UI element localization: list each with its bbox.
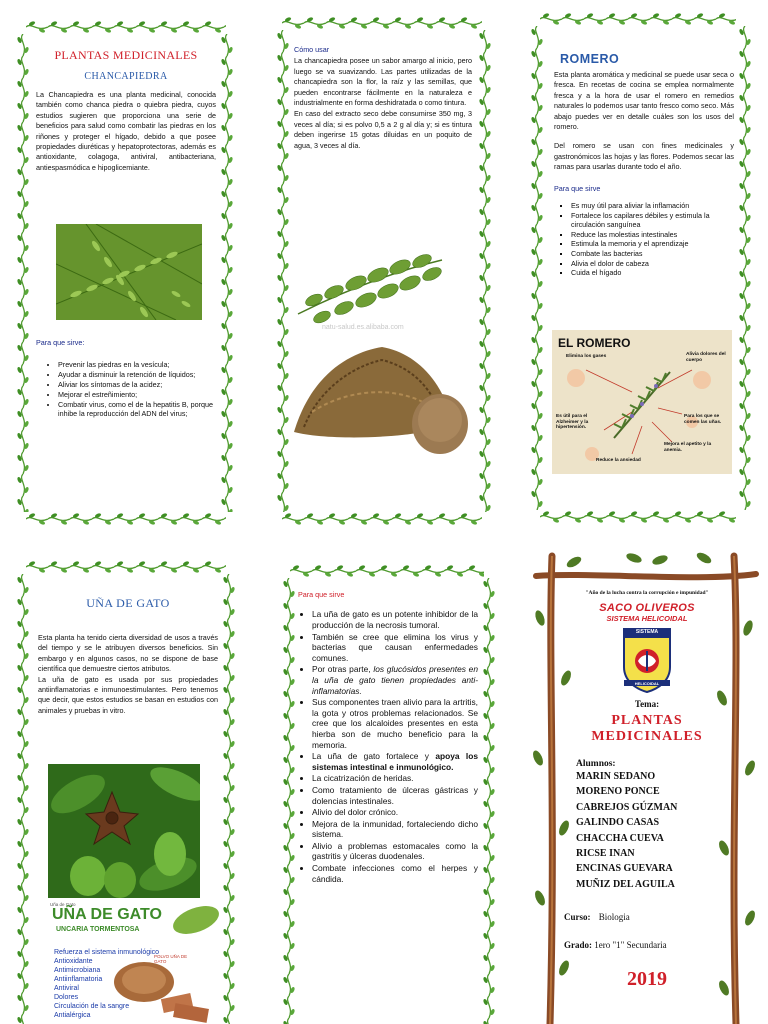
student-name: RICSE INAN (576, 848, 635, 860)
student-name: MARIN SEDANO (576, 771, 656, 782)
list-item: • Combate infecciones como el herpes y cándida. (312, 863, 478, 884)
vine-border-right (222, 574, 236, 1024)
cover-title-line1: PLANTAS (611, 713, 683, 728)
infographic-label: Mejora el apetito y la anemia. (664, 442, 712, 453)
list-item: • Prevenir las piedras en la vesícula; (58, 360, 214, 370)
list-item: • Ayudar a disminuir la retención de líquidos; (58, 370, 214, 380)
list-item: Circulación de la sangre (54, 1003, 130, 1010)
list-item: Antimicrobiana (54, 967, 101, 974)
poster-title: UÑA DE GATO (52, 906, 162, 923)
vine-border-bottom (26, 512, 226, 526)
list-item: • Aliviar los síntomas de la acidez; (58, 380, 214, 390)
list-item: • Alivio del dolor crónico. (312, 807, 478, 818)
section-subtitle: CHANCAPIEDRA (84, 71, 168, 82)
school-name: SACO OLIVEROS (599, 602, 695, 614)
list-item: • Mejorar el estreñimiento; (58, 390, 214, 400)
course-label: Curso: (564, 912, 591, 923)
vine-border-bottom (282, 512, 482, 526)
uses-list (36, 360, 214, 419)
infographic-title: EL ROMERO (558, 336, 631, 350)
list-item: Antioxidante (54, 958, 93, 965)
infographic-label: Reduce la ansiedad (596, 458, 641, 463)
list-item: • Alivio a problemas estomacales como la gastritis y úlceras duodenales. (312, 841, 478, 862)
list-item: • Sus componentes traen alivio para la artritis, la gota y otros problemas relacionados. Se cree que los alcaloides presentes en esta hierba son de mucho beneficio para la memoria. (312, 697, 478, 750)
page-title: PLANTAS MEDICINALES (54, 48, 198, 62)
grade-value: 1ero "1" Secundaria (594, 940, 667, 951)
vine-border-bottom (540, 510, 736, 524)
infographic-label: Elimina los gases (566, 354, 607, 359)
chancapiedra-leaves-photo (56, 224, 202, 320)
list-item: ▪ Alivia el dolor de cabeza (571, 259, 734, 269)
panel-chancapiedra (36, 48, 216, 173)
romero-infographic (552, 330, 732, 474)
uses-heading: Para que sirve (554, 183, 601, 193)
uses-list (554, 201, 734, 278)
student-name: GALINDO CASAS (576, 817, 660, 829)
vine-border-top (540, 12, 736, 26)
panel-como-usar (294, 45, 472, 151)
list-item: • Por otras parte, los glucósidos presentes en la uña de gato tienen propiedades anti-inflamatorias. (312, 664, 478, 696)
vine-border-left (276, 30, 290, 512)
list-item: • Como tratamiento de úlceras gástricas y dolencias intestinales. (312, 785, 478, 806)
vine-border-left (16, 34, 30, 512)
una-de-gato-fruit-photo (48, 764, 200, 898)
list-item: ▪ Fortalece los capilares débiles y estimula la circulación sanguínea (571, 211, 734, 230)
year-motto: "Año de la lucha contra la corrupción e impunidad" (585, 590, 709, 596)
una-de-gato-poster (46, 900, 222, 1024)
panel-una-de-gato (38, 596, 218, 716)
students-label: Alumnos: (576, 759, 616, 769)
school-logo (560, 602, 734, 623)
cover-title-line2: MEDICINALES (591, 729, 703, 744)
uses-list (298, 609, 478, 884)
intro-paragraph: La Chancapiedra es una planta medicinal, conocida también como chanca piedra o quiebra piedra, cuyos estudios sugieren que proporciona una serie de beneficios para salud como combatir las piedras en los riñones y proteger el hígado, debido a que posee propiedades diuréticas y hepatoprotectoras, además es antioxidante, colagoga, antiviral, antibacteriana, antiespasmódica e hipoglicemiante. (36, 90, 216, 172)
crest-top-label: SISTEMA (635, 629, 659, 635)
school-subname: SISTEMA HELICOIDAL (606, 614, 688, 623)
list-item: Antiviral (54, 985, 79, 992)
list-item: • Combatir virus, como el de la hepatitis B, porque inhibe la reproducción del ADN del virus; (58, 400, 214, 420)
vine-border-top (26, 20, 226, 34)
list-item: Refuerza el sistema inmunológico (54, 949, 160, 956)
students-list (576, 769, 734, 892)
chancapiedra-dried-herb-photo (292, 242, 472, 460)
infographic-label: Es útil para el Alzheimer y la hipertensión. (556, 414, 589, 431)
section-title: ROMERO (560, 52, 620, 66)
list-item: • La uña de gato es un potente inhibidor de la producción de la necrosis tumoral. (312, 609, 478, 630)
vine-border-left (16, 574, 30, 1024)
panel-una-uses (298, 590, 478, 885)
list-item: Antialérgica (54, 1012, 91, 1019)
dosage-paragraph: En caso del extracto seco debe consumirse 350 mg, 3 veces al día; si es polvo 0,5 a 2 g al día y; si es tintura deben ingerirse 15 gotas diluidas en un poquito de agua, 3 veces al día. (294, 109, 472, 150)
list-item: • Mejora de la inmunidad, fortaleciendo dicho sistema. (312, 819, 478, 840)
list-item: ▪ Estimula la memoria y el aprendizaje (571, 239, 734, 249)
how-to-use-heading: Cómo usar (294, 45, 330, 54)
vine-border-right (478, 30, 492, 512)
section-title: UÑA DE GATO (86, 596, 170, 610)
list-item: • La uña de gato fortalece y apoya los sistemas intestinal e inmunológico. (312, 751, 478, 772)
vine-border-top (282, 16, 482, 30)
list-item: ▪ Combate las bacterias (571, 249, 734, 259)
panel-romero (554, 52, 734, 278)
list-item: ▪ Es muy útil para aliviar la inflamación (571, 201, 734, 211)
chancapiedra-uses (36, 338, 214, 419)
cover-content (560, 590, 734, 991)
una-paragraph: Esta planta ha tenido cierta diversidad de usos a través del tiempo y se le atribuyen diversos beneficios. Sin embargo y en algunos casos, no se dispone de base científica que demuestre ciertos atributos. (38, 633, 218, 674)
list-item: • La cicatrización de heridas. (312, 773, 478, 784)
student-name: ENCINAS GUEVARA (576, 863, 673, 875)
vine-border-top (26, 560, 226, 574)
course-line (564, 912, 734, 922)
uses-heading: Para que sirve: (36, 338, 85, 347)
image-watermark: natu-salud.es.alibaba.com (322, 324, 404, 331)
infographic-label: Alivia dolores del cuerpo (686, 352, 726, 363)
list-item: ▪ Cuida el hígado (571, 268, 734, 278)
vine-border-left (530, 26, 544, 510)
infographic-label: Para los que se comen las uñas. (684, 414, 722, 425)
list-item: ▪ Reduce las molestias intestinales (571, 230, 734, 240)
poster-small-caption: Uña de Gato (50, 902, 76, 907)
vine-border-right (482, 578, 496, 1024)
student-name: MUÑIZ DEL AGUILA (576, 878, 675, 890)
vine-border-left (282, 578, 296, 1024)
student-name: CABREJOS GÚZMAN (576, 801, 678, 813)
student-name: MORENO PONCE (576, 786, 660, 798)
list-item: Dolores (54, 994, 79, 1001)
romero-paragraph: Del romero se usan con fines medicinales y gastronómicos las hojas y las flores. Podemos secar las ramas para usarlas durante todo el año. (554, 141, 734, 172)
uses-heading: Para que sirve (298, 590, 345, 599)
student-name: CHACCHA CUEVA (576, 832, 664, 844)
grade-label: Grado: (564, 940, 592, 951)
una-paragraph: La uña de gato es usada por sus propiedades antiinflamatorias e inmunoestimulantes. Pero tenemos que decir, que estos estudios se basan en estudios con animales y pruebas in vitro. (38, 674, 218, 715)
school-crest (622, 627, 672, 693)
how-to-use-paragraph: La chancapiedra posee un sabor amargo al inicio, pero luego se va suavizando. Las partes utilizadas de la chancapiedra son la flor, la raíz y las semillas, que pueden encontrarse fácilmente en la naturaleza e industrialmente en forma deshidratada o como tintura. (294, 56, 472, 108)
course-value: Biologia (598, 912, 630, 923)
list-item: • También se cree que elimina los virus y bacterias que causan enfermedades comunes. (312, 632, 478, 664)
romero-paragraph: Esta planta aromática y medicinal se puede usar seca o fresca. En recetas de cocina se emplea normalmente fresca y a la hora de usar el romero en remedios naturales lo podemos usar tanto fresco como seco. Más abajo puedes ver en detalle cuáles son los usos del romero. (554, 70, 734, 132)
poster-powder-label: POLVO UÑA DE GATO (154, 954, 188, 964)
vine-border-right (220, 34, 234, 512)
tema-label: Tema: (634, 699, 660, 709)
poster-benefits (54, 948, 164, 1020)
crest-bottom-label: HELICOIDAL (634, 681, 660, 686)
vine-border-top (290, 564, 484, 578)
list-item: Antiinflamatoria (54, 976, 103, 983)
cover-year: 2019 (627, 968, 667, 991)
poster-subtitle: UNCARIA TORMENTOSA (56, 926, 140, 933)
vine-border-right (738, 26, 752, 510)
grade-line (564, 940, 734, 950)
